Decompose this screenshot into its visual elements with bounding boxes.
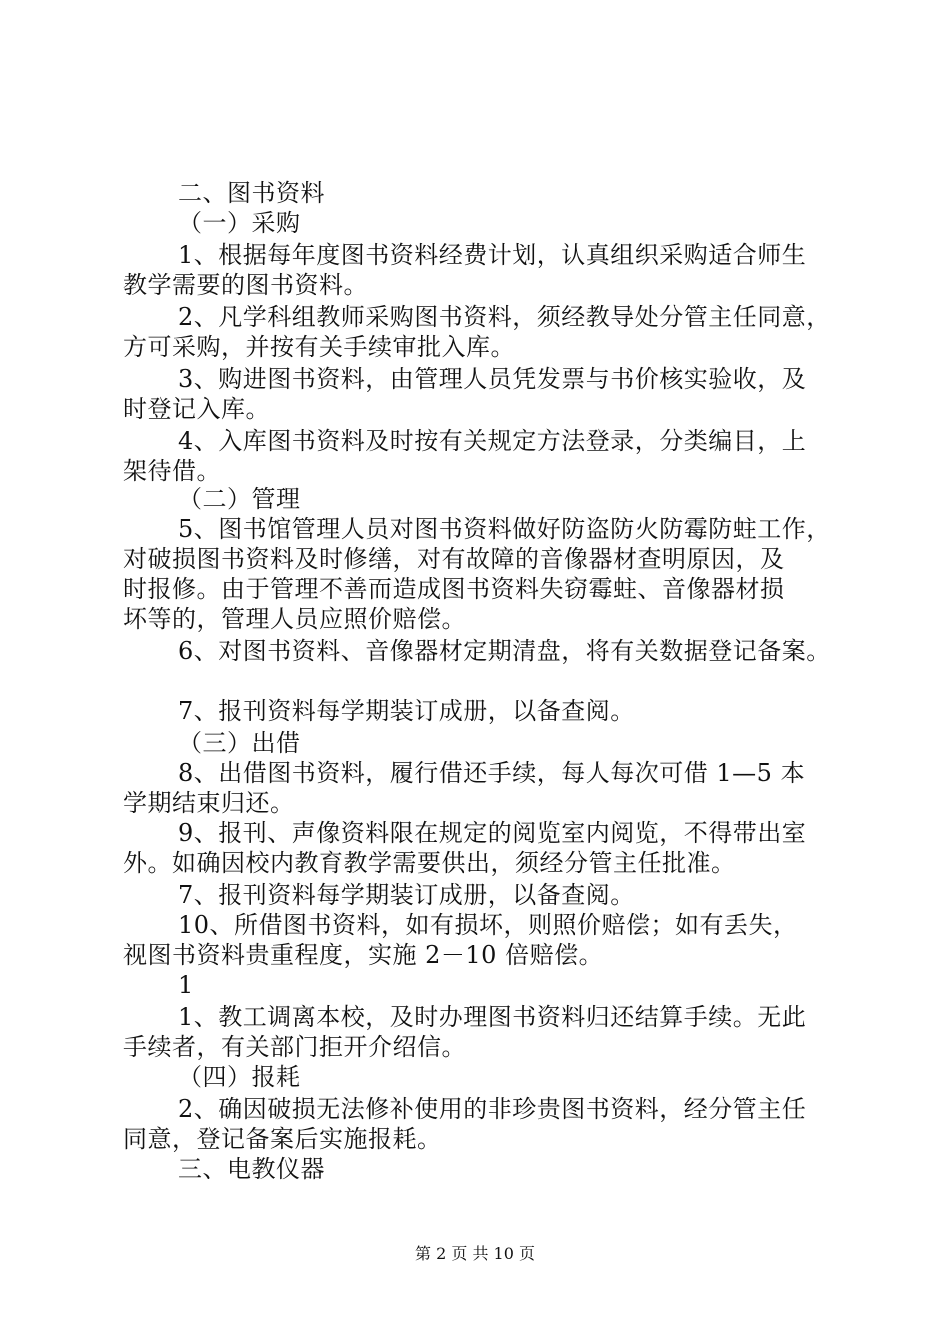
paragraph-line: 教学需要的图书资料。 [123,271,368,299]
paragraph-line: 视图书资料贵重程度，实施 2－10 倍赔偿。 [123,941,604,969]
paragraph-line: 2、确因破损无法修补使用的非珍贵图书资料，经分管主任 [178,1095,807,1123]
paragraph-line: 5、图书馆管理人员对图书资料做好防盗防火防霉防蛀工作， [178,515,831,543]
paragraph-line: 1、根据每年度图书资料经费计划，认真组织采购适合师生 [178,241,807,269]
paragraph-line: 8、出借图书资料，履行借还手续，每人每次可借 1—5 本 [178,759,806,787]
paragraph-line: 外。如确因校内教育教学需要供出，须经分管主任批准。 [123,849,736,877]
paragraph-line: 方可采购，并按有关手续审批入库。 [123,333,515,361]
paragraph-line: 3、购进图书资料，由管理人员凭发票与书价核实验收，及 [178,365,807,393]
section-heading: 三、电教仪器 [178,1155,325,1183]
section-heading: 二、图书资料 [178,179,325,207]
paragraph-line: 时报修。由于管理不善而造成图书资料失窃霉蛀、音像器材损 [123,575,785,603]
paragraph-line: 手续者，有关部门拒开介绍信。 [123,1033,466,1061]
paragraph-line: 对破损图书资料及时修缮，对有故障的音像器材查明原因，及 [123,545,785,573]
paragraph-line: 10、所借图书资料，如有损坏，则照价赔偿；如有丢失， [178,911,798,939]
paragraph-line: 坏等的，管理人员应照价赔偿。 [123,605,466,633]
paragraph-line: 1、教工调离本校，及时办理图书资料归还结算手续。无此 [178,1003,807,1031]
page-number-footer: 第 2 页 共 10 页 [415,1244,535,1263]
paragraph-line: 2、凡学科组教师采购图书资料，须经教导处分管主任同意， [178,303,831,331]
paragraph-line: 6、对图书资料、音像器材定期清盘，将有关数据登记备案。 [178,637,831,665]
paragraph-line: 时登记入库。 [123,395,270,423]
paragraph-line: 学期结束归还。 [123,789,295,817]
subsection-heading: （四）报耗 [178,1063,301,1091]
paragraph-line: 9、报刊、声像资料限在规定的阅览室内阅览，不得带出室 [178,819,807,847]
paragraph-line: 7、报刊资料每学期装订成册，以备查阅。 [178,697,635,725]
subsection-heading: （二）管理 [178,485,301,513]
paragraph-line: 7、报刊资料每学期装订成册，以备查阅。 [178,881,635,909]
paragraph-line: 4、入库图书资料及时按有关规定方法登录，分类编目，上 [178,427,807,455]
paragraph-line: 架待借。 [123,457,221,485]
subsection-heading: （三）出借 [178,729,301,757]
paragraph-line: 同意，登记备案后实施报耗。 [123,1125,442,1153]
subsection-heading: （一）采购 [178,209,301,237]
paragraph-line: 1 [178,971,194,999]
